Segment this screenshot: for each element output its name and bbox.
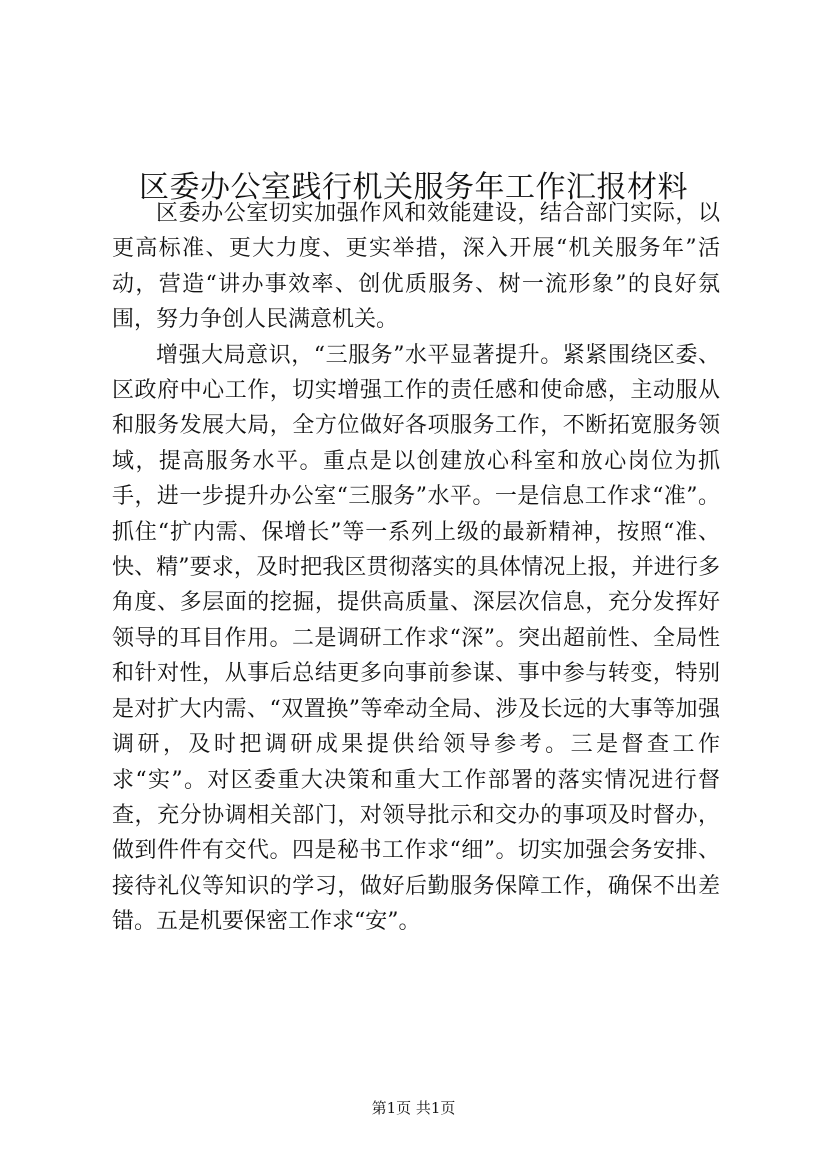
document-body <box>112 196 720 940</box>
page-footer: 第1页 共1页 <box>371 1099 456 1117</box>
document-title: 区委办公室践行机关服务年工作汇报材料 <box>139 170 688 206</box>
paragraph-main: 增强大局意识，“三服务”水平显著提升。紧紧围绕区委、区政府中心工作，切实增强工作的责任感和使命感，主动服从和服务发展大局，全方位做好各项服务工作，不断拓宽服务领域，提高服务水平。重点是以创建放心科室和放心岗位为抓手，进一步提升办公室“三服务”水平。一是信息工作求“准”。抓住“扩内需、保增长”等一系列上级的最新精神，按照“准、快、精”要求，及时把我区贯彻落实的具体情况上报，并进行多角度、多层面的挖掘，提供高质量、深层次信息，充分发挥好领导的耳目作用。二是调研工作求“深”。突出超前性、全局性和针对性，从事后总结更多向事前参谋、事中参与转变，特别是对扩大内需、“双置换”等牵动全局、涉及长远的大事等加强调研，及时把调研成果提供给领导参考。三是督查工作求“实”。对区委重大决策和重大工作部署的落实情况进行督查，充分协调相关部门，对领导批示和交办的事项及时督办，做到件件有交代。四是秘书工作求“细”。切实加强会务安排、接待礼仪等知识的学习，做好后勤服务保障工作，确保不出差错。五是机要保密工作求“安”。 <box>112 342 720 935</box>
paragraph-intro: 区委办公室切实加强作风和效能建设，结合部门实际，以更高标准、更大力度、更实举措，深入开展“机关服务年”活动，营造“讲办事效率、创优质服务、树一流形象”的良好氛围，努力争创人民满意机关。 <box>112 201 720 333</box>
